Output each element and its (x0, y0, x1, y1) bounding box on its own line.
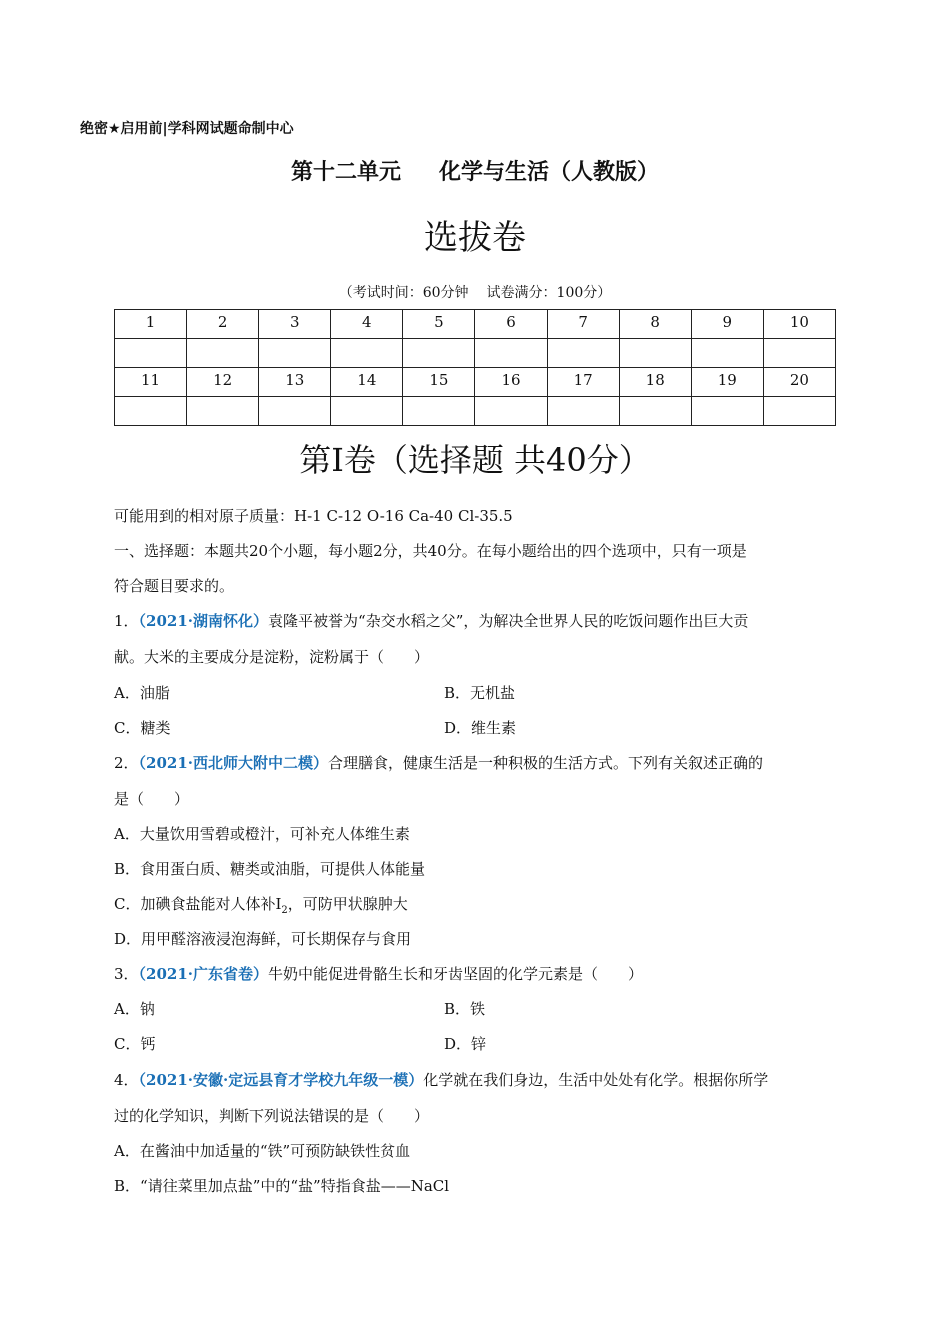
option-a: A．在酱油中加适量的“铁”可预防缺铁性贫血 (114, 1142, 411, 1160)
score-table-header-row (115, 310, 836, 339)
answer-cell (403, 397, 475, 426)
answer-cell (547, 339, 619, 368)
answer-cell (331, 397, 403, 426)
section-title: 第Ⅰ卷（选择题 共40分） (299, 441, 651, 479)
option-a: A．钠 (114, 1000, 155, 1018)
question-source: （2021·广东省卷） (138, 965, 269, 983)
score-cell-label: 3 (259, 310, 331, 339)
option-d: D．锌 (444, 1035, 487, 1053)
answer-cell (763, 339, 835, 368)
question-source: （2021·安徽·定远县育才学校九年级一模） (138, 1071, 424, 1089)
question-number: 1． (114, 612, 139, 630)
option-b: B．铁 (444, 1000, 486, 1018)
question-2 (114, 752, 763, 773)
score-table-header-row (115, 368, 836, 397)
score-cell-label: 19 (691, 368, 763, 397)
title-unit: 第十二单元 (290, 160, 401, 185)
score-cell-label: 10 (763, 310, 835, 339)
answer-cell (475, 339, 547, 368)
question-source: （2021·西北师大附中二模） (138, 754, 329, 772)
confidential-label: 绝密★启用前|学科网试题命制中心 (80, 121, 294, 137)
option-c: C．钙 (114, 1035, 156, 1053)
option-b: B．无机盐 (444, 684, 516, 702)
score-cell-label: 2 (187, 310, 259, 339)
answer-cell (691, 339, 763, 368)
instructions-line: 符合题目要求的。 (114, 577, 235, 595)
score-cell-label: 4 (331, 310, 403, 339)
question-3 (114, 963, 643, 984)
answer-cell (691, 397, 763, 426)
score-cell-label: 9 (691, 310, 763, 339)
question-text-cont: 是（ ） (114, 790, 190, 808)
answer-cell (115, 397, 187, 426)
score-cell-label: 14 (331, 368, 403, 397)
question-text: 袁隆平被誉为“杂交水稻之父”，为解决全世界人民的吃饭问题作出巨大贡 (268, 612, 749, 630)
score-cell-label: 5 (403, 310, 475, 339)
question-number: 3． (114, 965, 139, 983)
option-b: B．“请往菜里加点盐”中的“盐”特指食盐——NaCl (114, 1177, 450, 1195)
score-cell-label: 7 (547, 310, 619, 339)
question-text-cont: 过的化学知识，判断下列说法错误的是（ ） (114, 1107, 430, 1125)
score-cell-label: 11 (115, 368, 187, 397)
answer-cell (331, 339, 403, 368)
question-number: 4． (114, 1071, 139, 1089)
option-d: D．用甲醛溶液浸泡海鲜，可长期保存与食用 (114, 930, 412, 948)
answer-cell (475, 397, 547, 426)
exam-info (0, 282, 950, 302)
answer-cell (187, 339, 259, 368)
page-title (0, 155, 950, 186)
option-b: B．食用蛋白质、糖类或油脂，可提供人体能量 (114, 860, 426, 878)
option-d: D．维生素 (444, 719, 517, 737)
answer-cell (115, 339, 187, 368)
answer-cell (619, 339, 691, 368)
question-text: 牛奶中能促进骨骼生长和牙齿坚固的化学元素是（ ） (268, 965, 644, 983)
question-1 (114, 610, 748, 631)
score-table-answer-row (115, 397, 836, 426)
answer-cell (619, 397, 691, 426)
score-cell-label: 16 (475, 368, 547, 397)
exam-time: （考试时间：60分钟 (338, 285, 469, 301)
instructions-line: 一、选择题：本题共20个小题，每小题2分，共40分。在每小题给出的四个选项中，只有一项是 (114, 542, 747, 560)
score-table-answer-row (115, 339, 836, 368)
option-c: C．糖类 (114, 719, 171, 737)
option-a: A．大量饮用雪碧或橙汁，可补充人体维生素 (114, 825, 410, 843)
question-number: 2． (114, 754, 139, 772)
score-cell-label: 13 (259, 368, 331, 397)
question-text: 合理膳食，健康生活是一种积极的生活方式。下列有关叙述正确的 (328, 754, 764, 772)
title-topic: 化学与生活（人教版） (439, 160, 660, 185)
score-cell-label: 6 (475, 310, 547, 339)
score-cell-label: 8 (619, 310, 691, 339)
question-text-cont: 献。大米的主要成分是淀粉，淀粉属于（ ） (114, 648, 430, 666)
question-4 (114, 1069, 768, 1090)
question-text: 化学就在我们身边，生活中处处有化学。根据你所学 (423, 1071, 769, 1089)
score-cell-label: 20 (763, 368, 835, 397)
paper-subtitle: 选拔卷 (424, 218, 526, 258)
score-table (114, 309, 836, 426)
question-source: （2021·湖南怀化） (138, 612, 269, 630)
score-cell-label: 17 (547, 368, 619, 397)
score-cell-label: 1 (115, 310, 187, 339)
answer-cell (187, 397, 259, 426)
answer-cell (259, 339, 331, 368)
atomic-masses: 可能用到的相对原子质量：H-1 C-12 O-16 Ca-40 Cl-35.5 (114, 507, 513, 525)
option-c: C．加碘食盐能对人体补$I_2$，可防甲状腺肿大 (114, 895, 408, 916)
score-cell-label: 15 (403, 368, 475, 397)
score-cell-label: 18 (619, 368, 691, 397)
answer-cell (547, 397, 619, 426)
answer-cell (763, 397, 835, 426)
score-cell-label: 12 (187, 368, 259, 397)
answer-cell (403, 339, 475, 368)
answer-cell (259, 397, 331, 426)
exam-score: 试卷满分：100分） (486, 285, 612, 301)
option-a: A．油脂 (114, 684, 170, 702)
